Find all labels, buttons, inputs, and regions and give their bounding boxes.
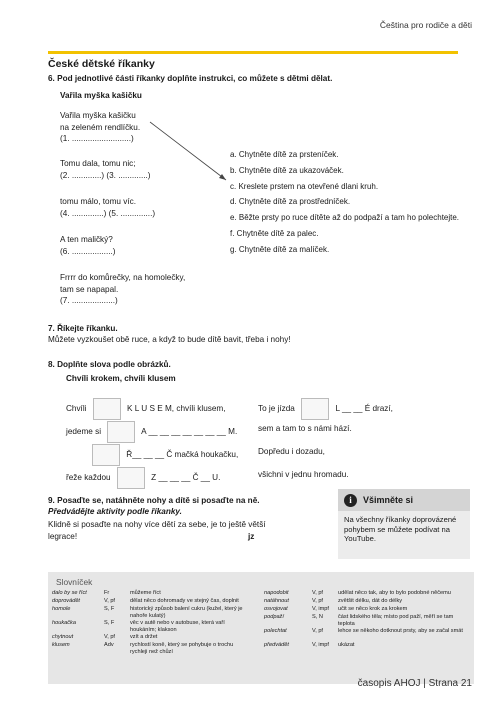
slovnicek-type: Adv <box>104 642 114 648</box>
q7-text: Můžete vyzkoušet obě ruce, a když to bude dítě bavit, třeba i nohy! <box>48 335 291 344</box>
q8-left-1: Chvíli K L U S E M, chvíli klusem, <box>66 398 226 420</box>
slovnicek-type: S, F <box>104 606 115 612</box>
q6-options <box>230 147 459 258</box>
option-a: a. Chytněte dítě za prsteníček. <box>230 150 339 159</box>
slovnicek-type: S, N <box>312 614 323 620</box>
slovnicek-word: osvojovat <box>264 606 288 612</box>
slovnicek-definition: dělat něco dohromady ve stejný čas, doplnit <box>130 598 239 604</box>
slovnicek-type: Fr <box>104 590 110 596</box>
driver-picture <box>92 444 120 466</box>
slovnicek-definition: rychlostí koně, který se pohybuje o trochu rychleji než chůzí <box>130 642 234 655</box>
q6-stanza-1: Vařila myška kašičku na zeleném rendlíčku. (1. ..........................) <box>60 111 141 143</box>
slovnicek-word: podpaží <box>264 614 284 620</box>
slovnicek-type: V, pf <box>312 590 323 596</box>
q9-initials: jz <box>248 532 255 541</box>
q9-sub: Předvádějte aktivity podle říkanky. <box>48 507 182 516</box>
note-text: Na všechny říkanky doprovázené pohybem se můžete podívat na YouTube. <box>344 515 457 543</box>
bus-picture <box>107 421 135 443</box>
slovnicek-type: V, impf <box>312 642 329 648</box>
q6-stanza-2: Tomu dala, tomu nic; (2. .............) (3. .............) <box>60 159 151 180</box>
slovnicek-type: V, pf <box>104 634 115 640</box>
q8-title: 8. Doplňte slova podle obrázků. <box>48 360 171 369</box>
q8-right-4: všichni v jednu hromadu. <box>258 470 349 479</box>
q9-title: 9. Posaďte se, natáhněte nohy a dítě si posaďte na ně. <box>48 496 260 505</box>
q8-right-2: sem a tam to s námi hází. <box>258 424 352 433</box>
slovnicek-word: napodobit <box>264 590 289 596</box>
slovnicek-definition: můžeme říct <box>130 590 161 596</box>
slovnicek-definition: lehce se někoho dotknout prsty, aby se začal smát <box>338 628 463 634</box>
slovnicek-type: V, impf <box>312 606 329 612</box>
slovnicek-word: natáhnout <box>264 598 289 604</box>
q8-right-3: Dopředu i dozadu, <box>258 447 325 456</box>
slovnicek-definition: zvětšit délku, dát do délky <box>338 598 403 604</box>
option-d: d. Chytněte dítě za prostředníček. <box>230 197 351 207</box>
slovnicek-definition: ukázat <box>338 642 355 648</box>
q6-poem-title: Vařila myška kašičku <box>60 91 142 100</box>
slovnicek-type: V, pf <box>104 598 115 604</box>
slovnicek-definition: historický způsob balení cukru (kužel, který je nahoře kulatý) <box>130 606 243 619</box>
slovnicek-box <box>48 572 474 684</box>
q8-poem-title: Chvíli krokem, chvíli klusem <box>66 374 176 383</box>
note-box <box>338 489 470 559</box>
option-e: e. Běžte prsty po ruce dítěte až do podpaží a tam ho polechtejte. <box>230 213 460 223</box>
slovnicek-word: polechtat <box>264 628 287 634</box>
horse-picture <box>93 398 121 420</box>
option-c: c. Kreslete prstem na otevřené dlani kruh. <box>230 181 379 191</box>
q6-stanza-5: Frrrr do komůrečky, na homolečky, tam se napapal. (7. ...................) <box>60 273 186 305</box>
slovnicek-definition: učit se něco krok za krokem <box>338 606 408 612</box>
option-f: f. Chytněte dítě za palec. <box>230 228 319 238</box>
section-title: České dětské říkanky <box>48 58 155 70</box>
forest-picture <box>301 398 329 420</box>
slovnicek-word: doprovádět <box>52 598 80 604</box>
q8-left-4: řeže každou Z __ __ __ Č __ U. <box>66 467 220 489</box>
slovnicek-word: houkačka <box>52 620 76 626</box>
footer: časopis AHOJ | Strana 21 <box>357 678 472 689</box>
note-header <box>338 489 470 511</box>
slovnicek-type: V, pf <box>312 628 323 634</box>
slovnicek-word: chytnout <box>52 634 74 640</box>
header-title: Čeština pro rodiče a děti <box>379 20 472 30</box>
slovnicek-definition: udělat něco tak, aby to bylo podobné něčemu <box>338 590 451 596</box>
turn-picture <box>117 467 145 489</box>
slovnicek-word: předvádět <box>264 642 289 648</box>
note-title: Všimněte si <box>363 495 414 505</box>
q6-stanza-4: A ten maličký? (6. ..................) <box>60 235 116 256</box>
slovnicek-word: dalo by se říct <box>52 590 87 596</box>
q6-stanza-3: tomu málo, tomu víc. (4. ..............) (5. ..............) <box>60 197 156 218</box>
slovnicek-definition: věc v autě nebo v autobuse, která vaří houkáním; klakson <box>130 620 225 633</box>
option-g: g. Chytněte dítě za malíček. <box>230 244 330 254</box>
slovnicek-word: homole <box>52 606 71 612</box>
q8-left-3: Ř__ __ __ Č mačká houkačku, <box>66 444 238 466</box>
q9-text: Klidně si posaďte na nohy více dětí za sebe, je to ještě větší legrace! <box>48 520 266 541</box>
slovnicek-definition: vzít a držet <box>130 634 158 640</box>
q8-left-2: jedeme si A __ __ __ __ __ __ __ M. <box>66 421 237 443</box>
q7-title: 7. Říkejte říkanku. <box>48 324 118 333</box>
slovnicek-title: Slovníček <box>56 577 93 587</box>
option-b: b. Chytněte dítě za ukazováček. <box>230 165 344 175</box>
slovnicek-word: klusem <box>52 642 70 648</box>
slovnicek-type: V, pf <box>312 598 323 604</box>
slovnicek-definition: část lidského těla; místo pod paží, měří se tam teplota <box>338 614 454 627</box>
q8-right-1: To je jízda L __ __ É drazí, <box>258 398 393 420</box>
info-icon: i <box>344 494 357 507</box>
slovnicek-type: S, F <box>104 620 115 626</box>
q6-title: 6. Pod jednotlivé části říkanky doplňte instrukci, co můžete s dětmi dělat. <box>48 74 333 83</box>
